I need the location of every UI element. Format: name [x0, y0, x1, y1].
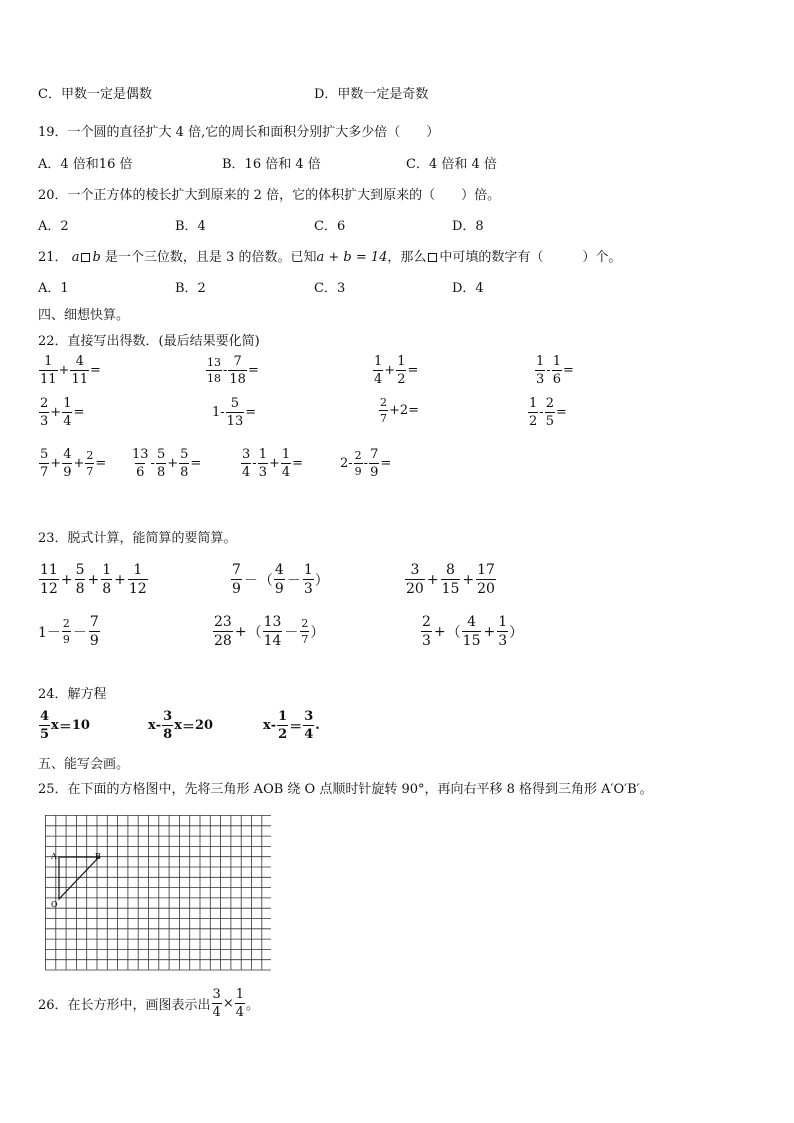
q21-stem: 21． a b 是一个三位数，且是 3 的倍数。已知a + b = 14，那么 中可填的数字有（ ）个。 — [38, 250, 622, 265]
q22-expr-1: $\frac{1}{11}$ + $\frac{4}{11}$ = — [40, 354, 101, 387]
q23-expr-2: $\frac{7}{9}$ － （ $\frac{4}{9}$ － $\frac{1}{3}$ ） — [232, 562, 329, 597]
q24-eq-2: x - $\frac{3}{8}$ x ＝ 20 — [148, 709, 214, 742]
label-a: A — [51, 852, 57, 861]
q22-expr-5: $\frac{2}{3}$ + $\frac{1}{4}$ = — [40, 396, 85, 429]
q22-expr-9: $\frac{5}{7}$ + $\frac{4}{9}$ + $\frac{2}{7}$ = — [40, 447, 107, 480]
blank-box — [81, 253, 90, 262]
label-b: B — [95, 852, 101, 861]
section-4-title: 四、细想快算。 — [38, 308, 130, 323]
q19-option-b: B．16 倍和 4 倍 — [222, 157, 321, 172]
square-grid — [45, 815, 271, 973]
q23-expr-1: $\frac{11}{12}$ + $\frac{5}{8}$ + $\frac{1}{8}$ + $\frac{1}{12}$ — [40, 562, 147, 597]
section-5-title: 五、能写会画。 — [38, 757, 130, 772]
q22-expr-3: $\frac{1}{4}$ + $\frac{1}{2}$ = — [374, 354, 419, 387]
q23-expr-3: $\frac{3}{20}$ + $\frac{8}{15}$ + $\frac{17}{20}$ — [406, 562, 495, 597]
q20-stem: 20．一个正方体的棱长扩大到原来的 2 倍，它的体积扩大到原来的（ ）倍。 — [38, 188, 501, 203]
q18-option-d: D．甲数一定是奇数 — [314, 87, 429, 102]
q19-stem: 19．一个圆的直径扩大 4 倍,它的周长和面积分别扩大多少倍（ ） — [38, 125, 440, 140]
q20-option-d: D．8 — [452, 219, 484, 234]
q24-eq-1: $\frac{4}{5}$ x ＝ 10 — [40, 709, 90, 742]
q22-expr-2: $\frac{13}{18}$ - $\frac{7}{18}$ = — [207, 354, 259, 387]
q21-option-a: A．1 — [38, 281, 69, 296]
q18-option-c: C．甲数一定是偶数 — [38, 87, 152, 102]
q25-stem: 25．在下面的方格图中，先将三角形 AOB 绕 O 点顺时针旋转 90°，再向右平移 8 格得到三角形 A′O′B′。 — [38, 782, 653, 797]
q19-option-c: C．4 倍和 4 倍 — [406, 157, 497, 172]
q22-stem: 22．直接写出得数．(最后结果要化简) — [38, 334, 260, 349]
triangle-aob — [59, 857, 99, 899]
q22-expr-8: $\frac{1}{2}$ - $\frac{2}{5}$ = — [529, 396, 567, 429]
q21-option-c: C．3 — [314, 281, 346, 296]
q20-option-b: B．4 — [175, 219, 206, 234]
q22-expr-12: 2- $\frac{2}{9}$ - $\frac{7}{9}$ = — [340, 447, 392, 480]
q20-option-c: C．6 — [314, 219, 346, 234]
q21-option-b: B．2 — [175, 281, 206, 296]
q22-expr-11: $\frac{3}{4}$ - $\frac{1}{3}$ + $\frac{1}{4}$ = — [242, 447, 304, 480]
q23-stem: 23．脱式计算，能简算的要简算。 — [38, 531, 237, 546]
label-o: O — [51, 900, 58, 909]
q19-option-a: A．4 倍和16 倍 — [38, 157, 133, 172]
q22-expr-10: $\frac{13}{6}$ - $\frac{5}{8}$ + $\frac{5}{8}$ = — [132, 447, 202, 480]
q24-stem: 24．解方程 — [38, 687, 107, 702]
blank-box — [428, 253, 437, 262]
q23-expr-4: 1－ $\frac{2}{9}$ － $\frac{7}{9}$ — [38, 614, 99, 649]
q22-expr-7: $\frac{2}{7}$ +2= — [380, 396, 420, 425]
q23-expr-6: $\frac{2}{3}$ + （ $\frac{4}{15}$ + $\frac{1}{3}$ ） — [422, 614, 524, 649]
q20-option-a: A．2 — [38, 219, 69, 234]
q21-option-d: D．4 — [452, 281, 484, 296]
q24-eq-3: x - $\frac{1}{2}$ ＝ $\frac{3}{4}$ . — [263, 709, 320, 742]
q23-expr-5: $\frac{23}{28}$ + （ $\frac{13}{14}$ － $\frac{2}{7}$ ） — [214, 614, 325, 649]
q26-stem: 26．在长方形中，画图表示出 $\frac{3}{4}$ × $\frac{1}{4}$ 。 — [38, 987, 260, 1020]
q22-expr-6: 1- $\frac{5}{13}$ = — [212, 396, 257, 429]
q22-expr-4: $\frac{1}{3}$ - $\frac{1}{6}$ = — [536, 354, 574, 387]
